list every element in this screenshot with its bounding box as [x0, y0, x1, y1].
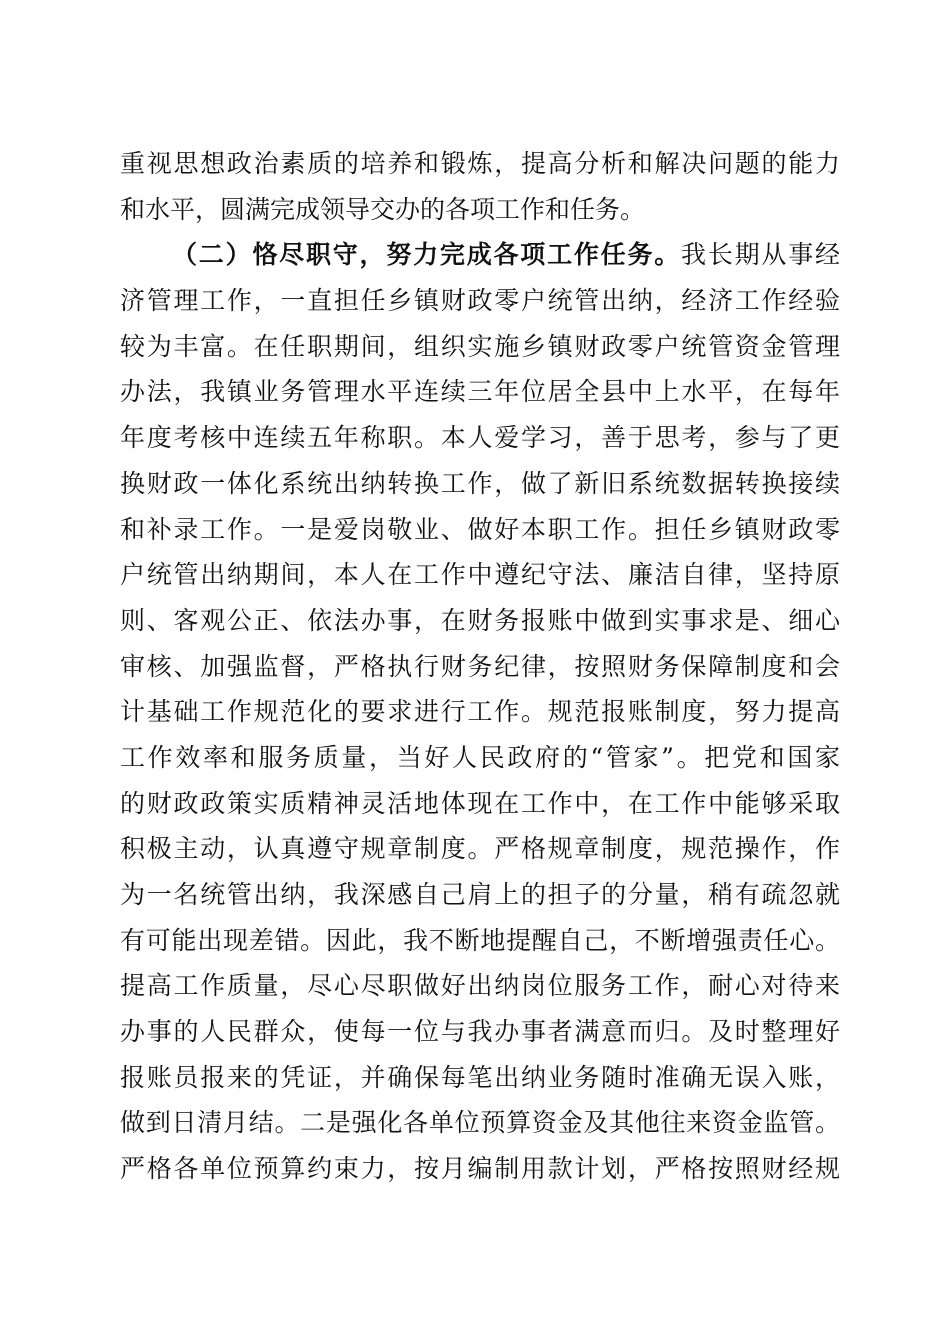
text-line: 户统管出纳期间，本人在工作中遵纪守法、廉洁自律，坚持原	[120, 560, 840, 590]
text-line: 做到日清月结。二是强化各单位预算资金及其他往来资金监管。	[120, 1108, 840, 1138]
text-line: 济管理工作，一直担任乡镇财政零户统管出纳，经济工作经验	[120, 286, 840, 316]
text-line: 为一名统管出纳，我深感自己肩上的担子的分量，稍有疏忽就	[120, 880, 840, 909]
section-heading-line	[120, 232, 840, 278]
body-text	[120, 141, 840, 1192]
section-heading: （二）恪尽职守，努力完成各项工作任务。	[172, 240, 682, 270]
text-line: 较为丰富。在任职期间，组织实施乡镇财政零户统管资金管理	[120, 331, 840, 361]
text-line: 办法，我镇业务管理水平连续三年位居全县中上水平，在每年	[120, 377, 840, 407]
text-line: 严格各单位预算约束力，按月编制用款计划，严格按照财经规	[120, 1154, 840, 1184]
text-line: 报账员报来的凭证，并确保每笔出纳业务随时准确无误入账，	[120, 1062, 840, 1092]
text-line: 提高工作质量，尽心尽职做好出纳岗位服务工作，耐心对待来	[120, 971, 840, 1001]
text-line: 工作效率和服务质量，当好人民政府的“管家”。把党和国家	[120, 742, 840, 772]
text-line: 计基础工作规范化的要求进行工作。规范报账制度，努力提高	[120, 697, 840, 727]
text-line: 重视思想政治素质的培养和锻炼，提高分析和解决问题的能力	[120, 149, 840, 178]
text-line: 审核、加强监督，严格执行财务纪律，按照财务保障制度和会	[120, 651, 840, 681]
text-line: 积极主动，认真遵守规章制度。严格规章制度，规范操作，作	[120, 834, 840, 864]
text-line: 年度考核中连续五年称职。本人爱学习，善于思考，参与了更	[120, 423, 840, 453]
text-line: 有可能出现差错。因此，我不断地提醒自己，不断增强责任心。	[120, 925, 840, 955]
text-line: 和水平，圆满完成领导交办的各项工作和任务。	[120, 194, 646, 224]
text-line: 和补录工作。一是爱岗敬业、做好本职工作。担任乡镇财政零	[120, 514, 840, 544]
text-run: 我长期从事经	[681, 240, 840, 270]
text-line: 的财政政策实质精神灵活地体现在工作中，在工作中能够采取	[120, 788, 840, 818]
text-line: 则、客观公正、依法办事，在财务报账中做到实事求是、细心	[120, 605, 840, 635]
text-line: 换财政一体化系统出纳转换工作，做了新旧系统数据转换接续	[120, 468, 840, 498]
text-line: 办事的人民群众，使每一位与我办事者满意而归。及时整理好	[120, 1017, 840, 1047]
